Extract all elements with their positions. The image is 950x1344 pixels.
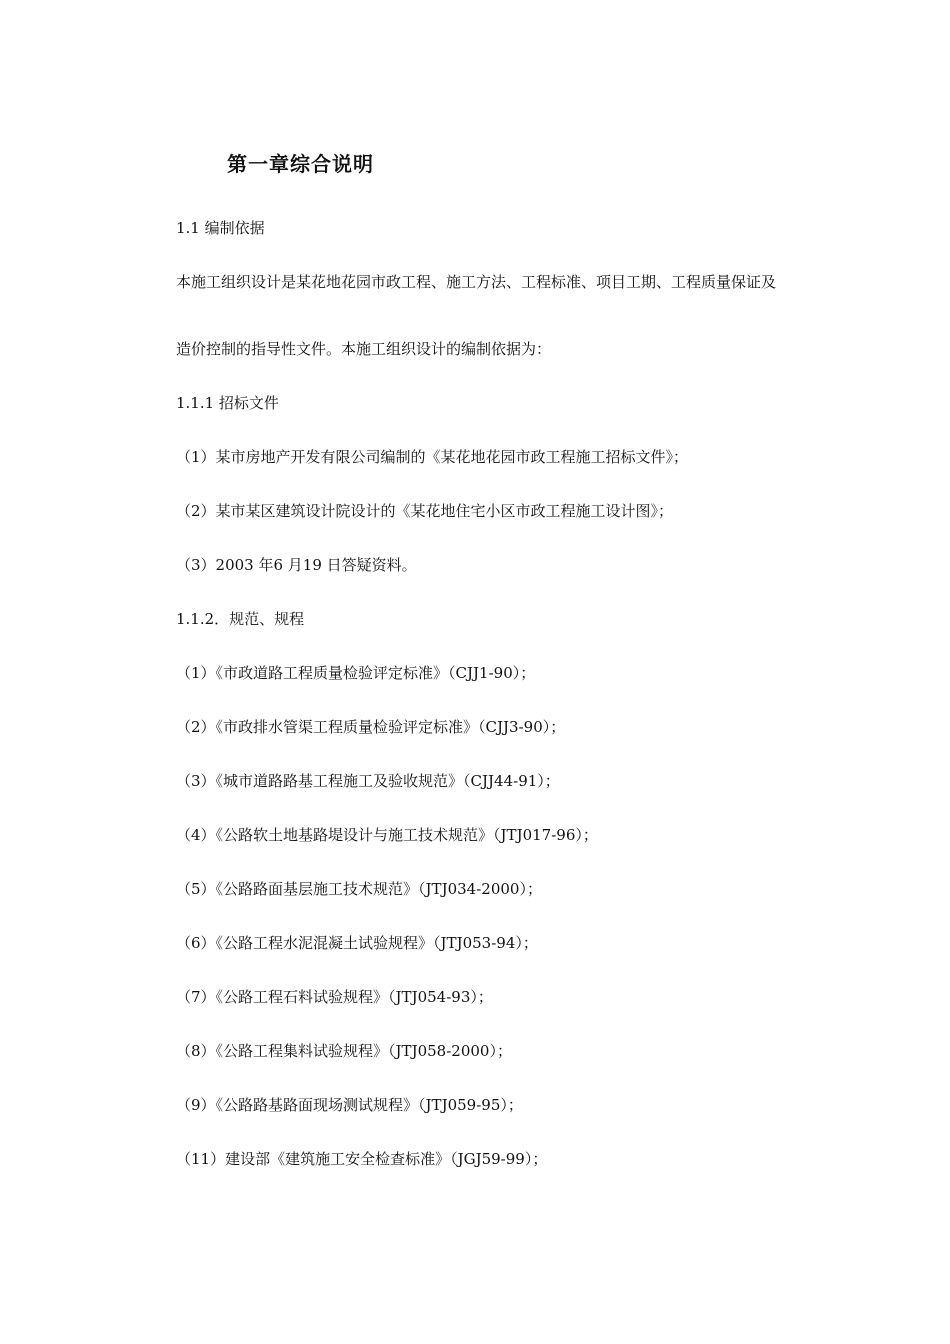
chapter-title: 第一章综合说明 <box>227 152 374 176</box>
standard-item: （6）《公路工程水泥混凝土试验规程》（JTJ053-94）； <box>176 934 538 952</box>
section-heading-1-1-2: 1.1.2．规范、规程 <box>176 610 305 628</box>
standard-item: （5）《公路路面基层施工技术规范》（JTJ034-2000）； <box>176 880 542 898</box>
section-heading-1-1-1: 1.1.1 招标文件 <box>176 394 279 412</box>
intro-paragraph-line-1: 本施工组织设计是某花地花园市政工程、施工方法、工程标准、项目工期、工程质量保证及 <box>176 273 777 291</box>
standard-item: （3）《城市道路路基工程施工及验收规范》（CJJ44-91）； <box>176 772 560 790</box>
section-heading-1-1: 1.1 编制依据 <box>176 219 265 237</box>
standard-item: （9）《公路路基路面现场测试规程》（JTJ059-95）； <box>176 1096 523 1114</box>
tender-item: （2）某市某区建筑设计院设计的《某花地住宅小区市政工程施工设计图》； <box>176 502 674 520</box>
standard-item: （11）建设部《建筑施工安全检查标准》（JGJ59-99）； <box>176 1150 548 1168</box>
tender-item: （3）2003 年6 月19 日答疑资料。 <box>176 556 417 574</box>
standard-item: （7）《公路工程石料试验规程》（JTJ054-93）； <box>176 988 493 1006</box>
intro-paragraph-line-2: 造价控制的指导性文件。本施工组织设计的编制依据为： <box>176 340 552 358</box>
standard-item: （8）《公路工程集料试验规程》（JTJ058-2000）； <box>176 1042 512 1060</box>
standard-item: （4）《公路软土地基路堤设计与施工技术规范》（JTJ017-96）； <box>176 826 598 844</box>
tender-item: （1）某市房地产开发有限公司编制的《某花地花园市政工程施工招标文件》； <box>176 448 689 466</box>
standard-item: （2）《市政排水管渠工程质量检验评定标准》（CJJ3-90）； <box>176 718 566 736</box>
standard-item: （1）《市政道路工程质量检验评定标准》（CJJ1-90）； <box>176 664 536 682</box>
